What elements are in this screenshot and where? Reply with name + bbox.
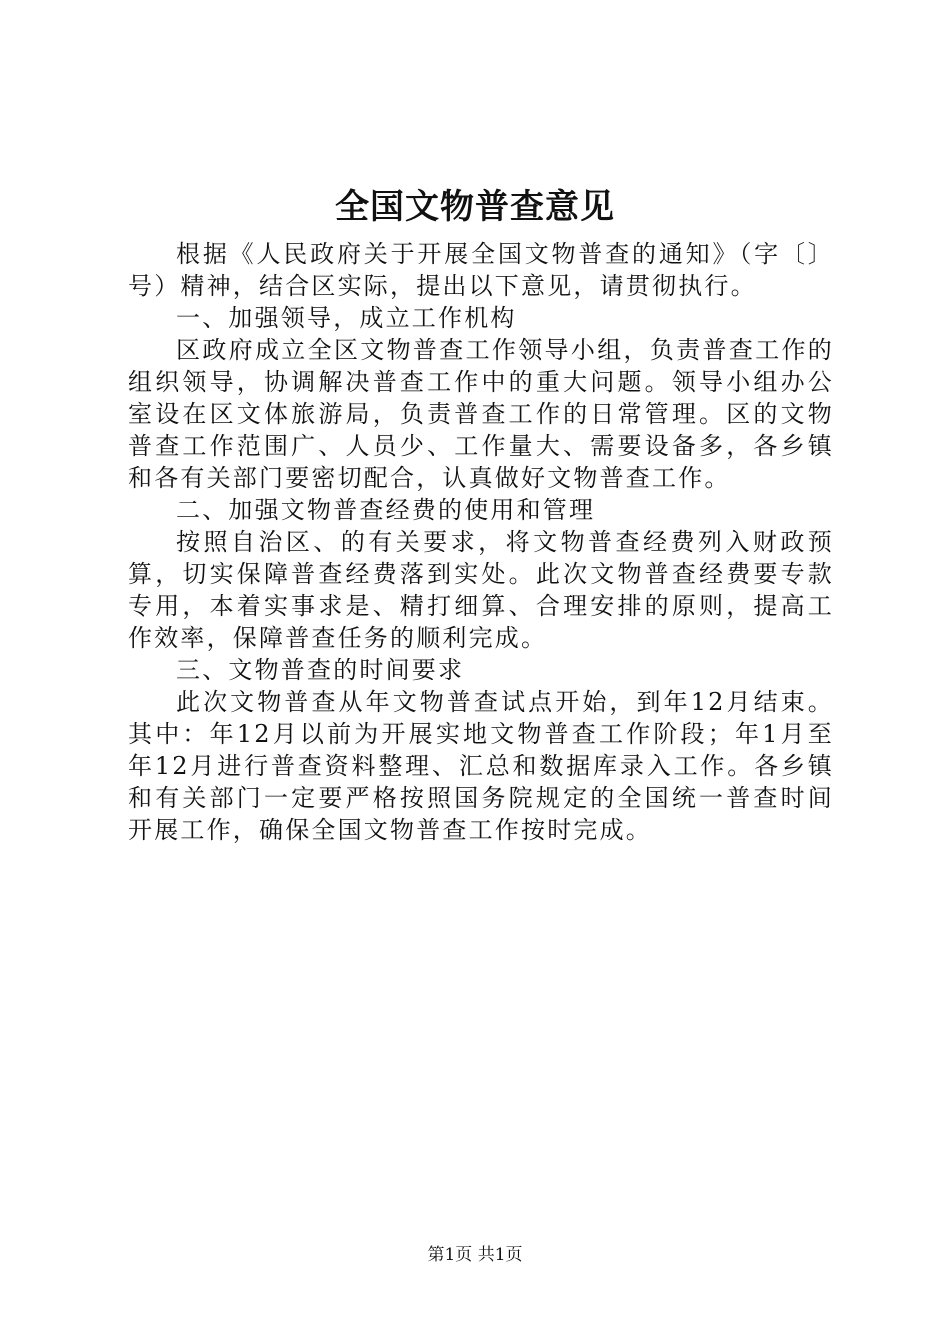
section-heading-1: 一、加强领导，成立工作机构 <box>176 304 517 332</box>
document-title: 全国文物普查意见 <box>335 187 615 227</box>
section-1-paragraph: 区政府成立全区文物普查工作领导小组，负责普查工作的组织领导，协调解决普查工作中的重大问题。领导小组办公室设在区文体旅游局，负责普查工作的日常管理。区的文物普查工作范围广、人员少、工作量大、需要设备多，各乡镇和各有关部门要密切配合，认真做好文物普查工作。 <box>128 336 834 492</box>
section-2-paragraph: 按照自治区、的有关要求，将文物普查经费列入财政预算，切实保障普查经费落到实处。此次文物普查经费要专款专用，本着实事求是、精打细算、合理安排的原则，提高工作效率，保障普查任务的顺利完成。 <box>128 528 834 652</box>
section-heading-2: 二、加强文物普查经费的使用和管理 <box>176 496 596 524</box>
section-3-paragraph: 此次文物普查从年文物普查试点开始，到年12月结束。其中：年12月以前为开展实地文物普查工作阶段；年1月至年12月进行普查资料整理、汇总和数据库录入工作。各乡镇和有关部门一定要严格按照国务院规定的全国统一普查时间开展工作，确保全国文物普查工作按时完成。 <box>128 688 834 844</box>
intro-paragraph: 根据《人民政府关于开展全国文物普查的通知》（字〔〕号）精神，结合区实际，提出以下意见，请贯彻执行。 <box>128 240 834 300</box>
document-body <box>128 238 834 846</box>
page-footer: 第1页 共1页 <box>427 1245 523 1265</box>
section-heading-3: 三、文物普查的时间要求 <box>176 656 465 684</box>
